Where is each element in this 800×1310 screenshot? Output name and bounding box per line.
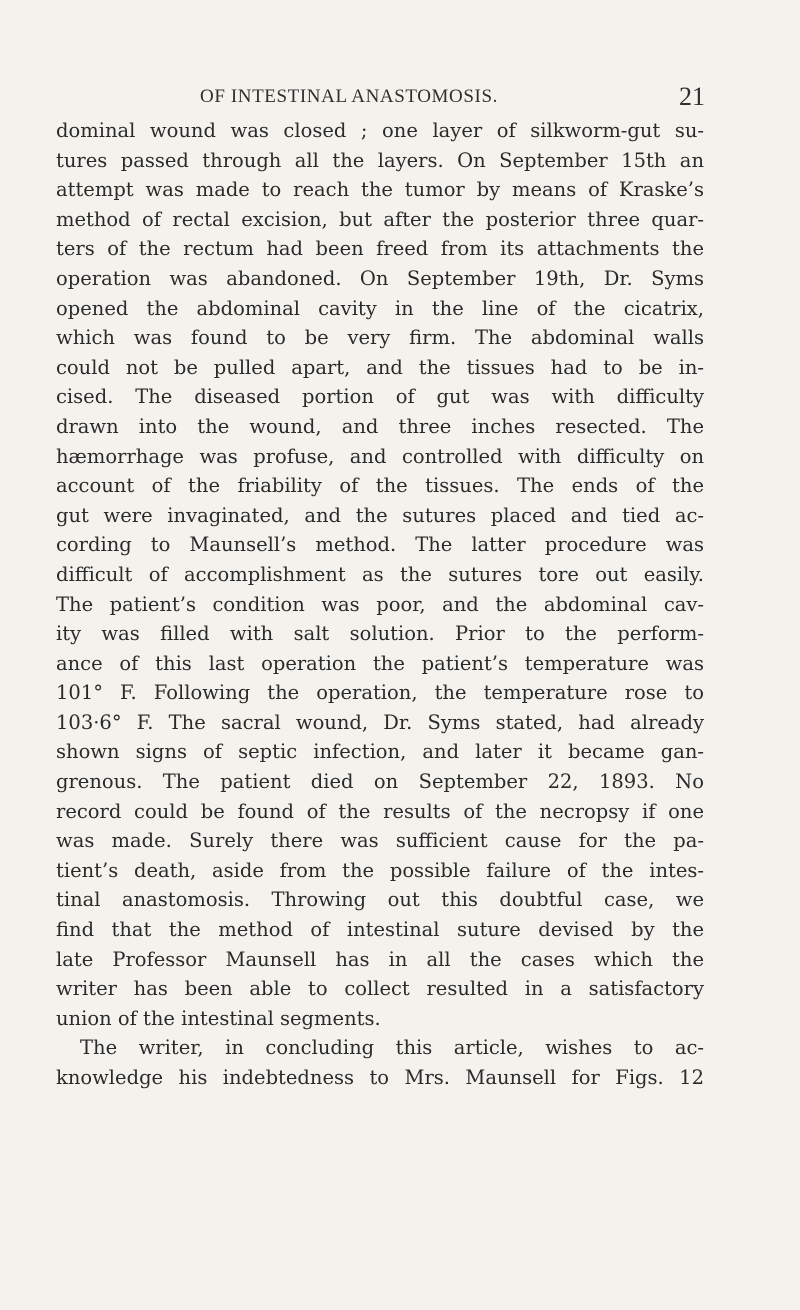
text-line: method of rectal excision, but after the posterior three quar-: [56, 207, 704, 231]
running-head: [200, 84, 705, 116]
body-text: [56, 116, 704, 1093]
text-line: opened the abdominal cavity in the line of the cicatrix,: [56, 296, 704, 320]
text-line: The patient’s condition was poor, and the abdominal cav-: [56, 592, 704, 616]
text-line: record could be found of the results of the necropsy if one: [56, 799, 704, 823]
running-title: OF INTESTINAL ANASTOMOSIS.: [200, 86, 498, 107]
text-line: tient’s death, aside from the possible failure of the intes-: [56, 858, 704, 882]
text-line: attempt was made to reach the tumor by means of Kraske’s: [56, 178, 704, 202]
text-line: union of the intestinal segments.: [56, 1006, 381, 1030]
text-line: find that the method of intestinal suture devised by the: [56, 918, 704, 942]
text-line: tures passed through all the layers. On September 15th an: [56, 148, 704, 172]
text-line: could not be pulled apart, and the tissues had to be in-: [56, 355, 704, 379]
page-number: 21: [679, 82, 705, 111]
text-line: grenous. The patient died on September 22, 1893. No: [56, 770, 704, 794]
text-line: ance of this last operation the patient’s temperature was: [56, 651, 704, 675]
text-line: which was found to be very firm. The abdominal walls: [56, 326, 704, 350]
text-line: was made. Surely there was sufficient cause for the pa-: [56, 829, 704, 853]
text-line: account of the friability of the tissues. The ends of the: [56, 474, 704, 498]
text-line: 103·6° F. The sacral wound, Dr. Syms stated, had already: [56, 710, 704, 734]
text-line: drawn into the wound, and three inches resected. The: [56, 414, 704, 438]
text-line: difficult of accomplishment as the sutures tore out easily.: [56, 562, 704, 586]
text-line: cording to Maunsell’s method. The latter procedure was: [56, 533, 704, 557]
text-line: shown signs of septic infection, and later it became gan-: [56, 740, 704, 764]
text-line: writer has been able to collect resulted in a satisfactory: [56, 977, 704, 1001]
text-line: hæmorrhage was profuse, and controlled with difficulty on: [56, 444, 704, 468]
text-line: tinal anastomosis. Throwing out this doubtful case, we: [56, 888, 704, 912]
text-line: gut were invaginated, and the sutures placed and tied ac-: [56, 503, 704, 527]
text-line: The writer, in concluding this article, wishes to ac-: [80, 1036, 704, 1060]
text-line: knowledge his indebtedness to Mrs. Maunsell for Figs. 12: [56, 1066, 704, 1089]
text-line: operation was abandoned. On September 19th, Dr. Syms: [56, 266, 704, 290]
text-line: ters of the rectum had been freed from its attachments the: [56, 237, 704, 261]
text-line: dominal wound was closed ; one layer of silkworm-gut su-: [56, 119, 704, 142]
text-line: cised. The diseased portion of gut was with difficulty: [56, 385, 704, 409]
text-line: 101° F. Following the operation, the temperature rose to: [56, 681, 704, 705]
text-line: late Professor Maunsell has in all the cases which the: [56, 947, 704, 971]
text-line: ity was filled with salt solution. Prior to the perform-: [56, 622, 704, 646]
